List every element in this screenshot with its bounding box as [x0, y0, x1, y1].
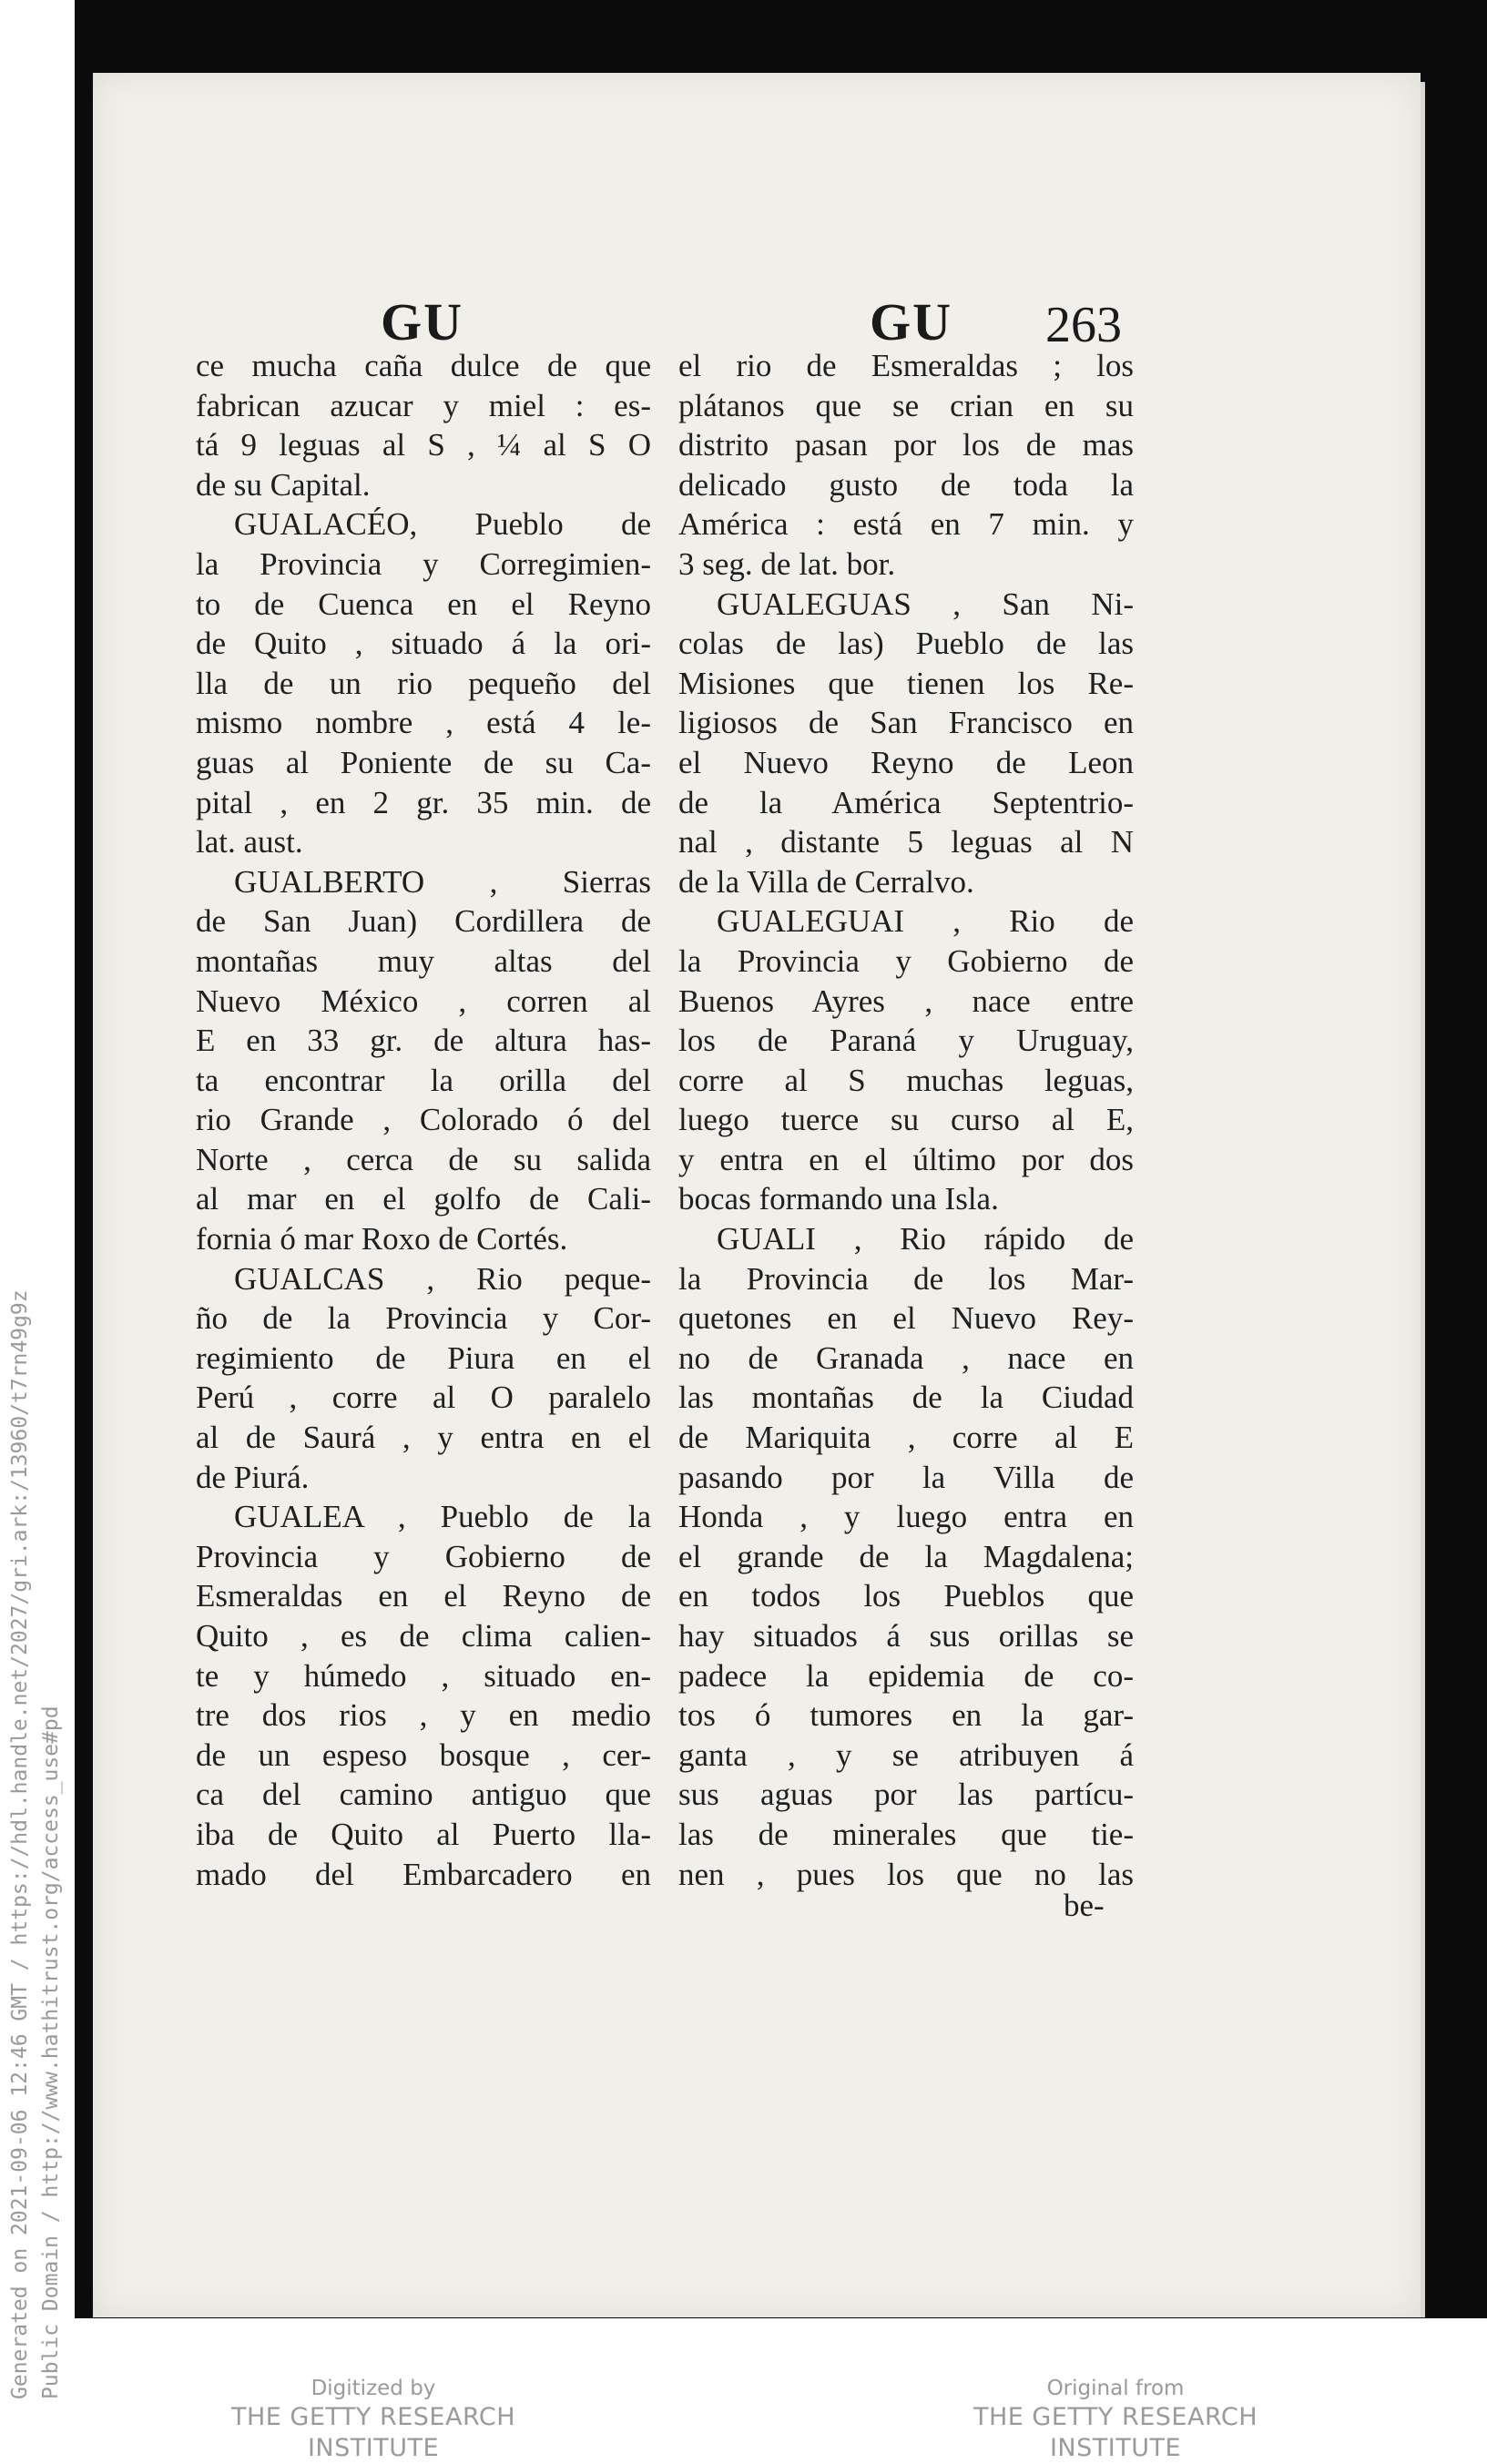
text-line: en todos los Pueblos que	[678, 1578, 1134, 1614]
text-line: ta encontrar la orilla del	[196, 1062, 651, 1098]
text-line: Honda , y luego entra en	[678, 1499, 1134, 1535]
text-line: Quito , es de clima calien-	[196, 1618, 651, 1654]
catchword: be-	[1064, 1888, 1105, 1923]
text-line: corre al S muchas leguas,	[678, 1062, 1134, 1098]
text-line: sus aguas por las partícu-	[678, 1777, 1134, 1813]
text-line: fabrican azucar y miel : es-	[196, 387, 651, 423]
text-line: fornia ó mar Roxo de Cortés.	[196, 1221, 568, 1257]
text-line: guas al Poniente de su Ca-	[196, 744, 651, 780]
text-line: ca del camino antiguo que	[196, 1777, 651, 1813]
text-line: delicado gusto de toda la	[678, 466, 1134, 503]
left-column	[196, 346, 651, 1894]
text-line: las de minerales que tie-	[678, 1816, 1134, 1852]
text-line: rio Grande , Colorado ó del	[196, 1102, 651, 1138]
text-line: de Mariquita , corre al E	[678, 1420, 1134, 1456]
text-line: GUALI , Rio rápido de	[717, 1221, 1134, 1257]
text-line: ligiosos de San Francisco en	[678, 705, 1134, 741]
page-edge	[1421, 82, 1425, 2317]
text-line: pital , en 2 gr. 35 min. de	[196, 784, 651, 820]
page-number: 263	[1045, 297, 1122, 353]
text-line: no de Granada , nace en	[678, 1339, 1134, 1376]
text-line: América : está en 7 min. y	[678, 506, 1134, 543]
text-line: tre dos rios , y en medio	[196, 1697, 651, 1734]
text-line: de un espeso bosque , cer-	[196, 1736, 651, 1773]
text-line: ce mucha caña dulce de que	[196, 348, 651, 383]
text-line: Provincia y Gobierno de	[196, 1538, 651, 1574]
text-line: luego tuerce su curso al E,	[678, 1102, 1134, 1138]
source-institution: THE GETTY RESEARCH INSTITUTE	[973, 2403, 1258, 2462]
original-from-label: Original from	[1046, 2377, 1185, 2400]
text-line: tos ó tumores en la gar-	[678, 1697, 1134, 1734]
text-line: lat. aust.	[196, 824, 303, 860]
digitized-by-credit	[173, 2375, 574, 2464]
text-line: de su Capital.	[196, 466, 371, 503]
text-line: mismo nombre , está 4 le-	[196, 705, 651, 741]
text-line: ganta , y se atribuyen á	[678, 1736, 1134, 1773]
stamp-line-generated: Generated on 2021-09-06 12:46 GMT / https://hdl.handle.net/2027/gri.ark:/13960/t7rn49g9z	[8, 1289, 32, 2399]
text-line: nen , pues los que no las	[678, 1856, 1134, 1892]
text-line: bocas formando una Isla.	[678, 1181, 999, 1217]
text-line: padece la epidemia de co-	[678, 1657, 1134, 1694]
text-line: Perú , corre al O paralelo	[196, 1380, 651, 1416]
text-line: quetones en el Nuevo Rey-	[678, 1300, 1134, 1337]
text-line: GUALACÉO, Pueblo de	[234, 506, 651, 543]
text-line: la Provincia y Gobierno de	[678, 942, 1134, 979]
text-line: nal , distante 5 leguas al N	[678, 824, 1134, 860]
text-line: de San Juan) Cordillera de	[196, 903, 651, 940]
text-line: GUALEA , Pueblo de la	[234, 1499, 651, 1535]
text-line: Misiones que tienen los Re-	[678, 665, 1134, 701]
text-line: colas de las) Pueblo de las	[678, 626, 1134, 662]
text-line: hay situados á sus orillas se	[678, 1618, 1134, 1654]
text-line: la Provincia de los Mar-	[678, 1260, 1134, 1297]
text-line: Norte , cerca de su salida	[196, 1141, 651, 1177]
text-line: al de Saurá , y entra en el	[196, 1420, 651, 1456]
text-line: la Provincia y Corregimien-	[196, 545, 651, 582]
text-line: lla de un rio pequeño del	[196, 665, 651, 701]
original-from-credit	[915, 2375, 1316, 2464]
digitizer-institution: THE GETTY RESEARCH INSTITUTE	[230, 2403, 516, 2462]
text-line: tá 9 leguas al S , ¼ al S O	[196, 427, 651, 463]
text-line: Buenos Ayres , nace entre	[678, 983, 1134, 1019]
text-line: mado del Embarcadero en	[196, 1856, 651, 1892]
text-line: montañas muy altas del	[196, 942, 651, 979]
text-line: de Piurá.	[196, 1459, 310, 1495]
text-line: y entra en el último por dos	[678, 1141, 1134, 1177]
running-head-right: GU	[870, 292, 952, 351]
text-line: distrito pasan por los de mas	[678, 427, 1134, 463]
text-line: el rio de Esmeraldas ; los	[678, 348, 1134, 383]
text-line: ño de la Provincia y Cor-	[196, 1300, 651, 1337]
text-line: GUALEGUAS , San Ni-	[717, 585, 1134, 622]
text-line: los de Paraná y Uruguay,	[678, 1023, 1134, 1059]
text-line: to de Cuenca en el Reyno	[196, 585, 651, 622]
text-line: iba de Quito al Puerto lla-	[196, 1816, 651, 1852]
text-line: 3 seg. de lat. bor.	[678, 545, 896, 582]
text-line: te y húmedo , situado en-	[196, 1657, 651, 1694]
text-line: pasando por la Villa de	[678, 1459, 1134, 1495]
text-line: GUALEGUAI , Rio de	[717, 903, 1134, 940]
text-line: el Nuevo Reyno de Leon	[678, 744, 1134, 780]
digitized-by-label: Digitized by	[311, 2377, 436, 2400]
text-line: Esmeraldas en el Reyno de	[196, 1578, 651, 1614]
running-head-left: GU	[381, 292, 463, 351]
text-line: GUALBERTO , Sierras	[234, 863, 651, 900]
provenance-stamp	[5, 1289, 66, 2399]
stamp-line-rights: Public Domain / http://www.hathitrust.org/access_use#pd	[39, 1705, 63, 2399]
text-line: al mar en el golfo de Cali-	[196, 1181, 651, 1217]
text-line: de la América Septentrio-	[678, 784, 1134, 820]
text-line: de Quito , situado á la ori-	[196, 626, 651, 662]
text-line: E en 33 gr. de altura has-	[196, 1023, 651, 1059]
text-line: de la Villa de Cerralvo.	[678, 863, 974, 900]
text-line: el grande de la Magdalena;	[678, 1538, 1134, 1574]
text-line: Nuevo México , corren al	[196, 983, 651, 1019]
text-line: plátanos que se crian en su	[678, 387, 1134, 423]
right-column	[678, 346, 1134, 1894]
text-line: GUALCAS , Rio peque-	[234, 1260, 651, 1297]
text-line: regimiento de Piura en el	[196, 1339, 651, 1376]
text-line: las montañas de la Ciudad	[678, 1380, 1134, 1416]
